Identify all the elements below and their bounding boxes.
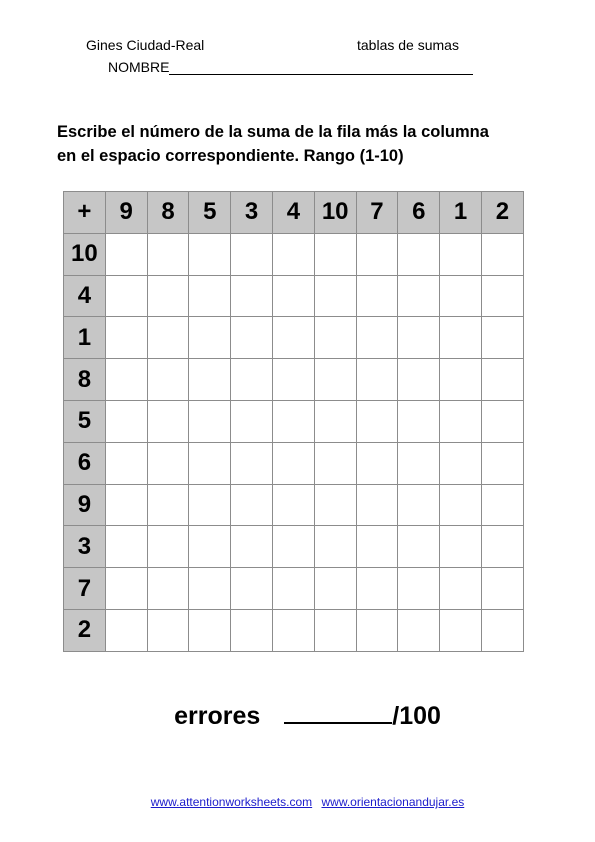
row-header: 5 [64,400,106,442]
answer-cell[interactable] [231,275,273,317]
answer-cell[interactable] [398,568,440,610]
column-header: 7 [356,192,398,234]
answer-cell[interactable] [105,233,147,275]
column-header: 10 [314,192,356,234]
footer-link-attentionworksheets[interactable]: www.attentionworksheets.com [150,795,313,809]
answer-cell[interactable] [272,442,314,484]
answer-cell[interactable] [189,442,231,484]
answer-cell[interactable] [314,359,356,401]
column-header: 9 [105,192,147,234]
table-row [64,233,524,275]
errors-label: errores [174,702,261,730]
answer-cell[interactable] [398,317,440,359]
answer-cell[interactable] [398,609,440,651]
answer-cell[interactable] [147,359,189,401]
table-row [64,317,524,359]
answer-cell[interactable] [147,568,189,610]
answer-cell[interactable] [105,568,147,610]
table-row [64,568,524,610]
answer-cell[interactable] [147,317,189,359]
footer-links [0,795,595,809]
row-header: 1 [64,317,106,359]
answer-cell[interactable] [105,317,147,359]
answer-cell[interactable] [440,484,482,526]
answer-cell[interactable] [440,317,482,359]
answer-cell[interactable] [440,526,482,568]
answer-cell[interactable] [147,526,189,568]
answer-cell[interactable] [272,359,314,401]
column-header: 2 [481,192,523,234]
answer-cell[interactable] [398,484,440,526]
answer-cell[interactable] [398,442,440,484]
row-header: 7 [64,568,106,610]
answer-cell[interactable] [189,400,231,442]
answer-cell[interactable] [272,568,314,610]
answer-cell[interactable] [147,400,189,442]
answer-cell[interactable] [272,275,314,317]
answer-cell[interactable] [231,233,273,275]
answer-cell[interactable] [105,526,147,568]
answer-cell[interactable] [398,526,440,568]
row-header: 8 [64,359,106,401]
instructions-line-1: Escribe el número de la suma de la fila más la columna [57,123,489,141]
answer-cell[interactable] [147,233,189,275]
answer-cell[interactable] [356,317,398,359]
table-row [64,275,524,317]
corner-plus-cell: + [64,192,106,234]
name-label: NOMBRE [108,59,170,75]
answer-cell[interactable] [398,359,440,401]
answer-cell[interactable] [481,526,523,568]
answer-cell[interactable] [356,359,398,401]
answer-cell[interactable] [189,526,231,568]
table-header-row [64,192,524,234]
answer-cell[interactable] [314,568,356,610]
answer-cell[interactable] [231,526,273,568]
answer-cell[interactable] [189,275,231,317]
answer-cell[interactable] [147,484,189,526]
answer-cell[interactable] [481,484,523,526]
table-row [64,484,524,526]
answer-cell[interactable] [314,442,356,484]
answer-cell[interactable] [481,400,523,442]
column-header: 6 [398,192,440,234]
answer-cell[interactable] [105,359,147,401]
answer-cell[interactable] [272,233,314,275]
answer-cell[interactable] [356,484,398,526]
answer-cell[interactable] [314,275,356,317]
answer-cell[interactable] [356,568,398,610]
row-header: 6 [64,442,106,484]
answer-cell[interactable] [189,359,231,401]
answer-cell[interactable] [481,568,523,610]
answer-cell[interactable] [481,442,523,484]
answer-cell[interactable] [272,484,314,526]
answer-cell[interactable] [440,275,482,317]
row-header: 4 [64,275,106,317]
instructions [57,120,547,168]
answer-cell[interactable] [231,609,273,651]
answer-cell[interactable] [189,484,231,526]
instructions-line-2: en el espacio correspondiente. Rango (1-10) [57,147,404,165]
answer-cell[interactable] [440,568,482,610]
answer-cell[interactable] [231,442,273,484]
worksheet-title: tablas de sumas [357,37,459,53]
score-line [0,698,595,731]
answer-cell[interactable] [440,233,482,275]
answer-cell[interactable] [105,442,147,484]
answer-cell[interactable] [356,233,398,275]
answer-cell[interactable] [147,275,189,317]
name-write-line[interactable] [169,60,473,75]
answer-cell[interactable] [272,609,314,651]
answer-cell[interactable] [314,400,356,442]
answer-cell[interactable] [231,568,273,610]
answer-cell[interactable] [231,400,273,442]
answer-cell[interactable] [231,359,273,401]
answer-cell[interactable] [147,609,189,651]
answer-cell[interactable] [481,317,523,359]
answer-cell[interactable] [314,233,356,275]
answer-cell[interactable] [440,359,482,401]
errors-write-line[interactable] [284,698,392,724]
answer-cell[interactable] [398,233,440,275]
answer-cell[interactable] [356,400,398,442]
answer-cell[interactable] [356,442,398,484]
addition-table [63,191,524,652]
answer-cell[interactable] [356,609,398,651]
column-header: 1 [440,192,482,234]
answer-cell[interactable] [356,526,398,568]
answer-cell[interactable] [189,233,231,275]
answer-cell[interactable] [105,609,147,651]
answer-cell[interactable] [189,317,231,359]
answer-cell[interactable] [398,400,440,442]
table-row [64,400,524,442]
column-header: 5 [189,192,231,234]
answer-cell[interactable] [189,609,231,651]
answer-cell[interactable] [231,484,273,526]
answer-cell[interactable] [481,609,523,651]
answer-cell[interactable] [356,275,398,317]
table-row [64,526,524,568]
answer-cell[interactable] [272,317,314,359]
answer-cell[interactable] [105,275,147,317]
row-header: 3 [64,526,106,568]
errors-total: /100 [392,702,441,730]
answer-cell[interactable] [440,400,482,442]
row-header: 9 [64,484,106,526]
column-header: 8 [147,192,189,234]
author-name: Gines Ciudad-Real [86,37,205,53]
answer-cell[interactable] [481,275,523,317]
row-header: 10 [64,233,106,275]
answer-cell[interactable] [314,526,356,568]
answer-cell[interactable] [272,400,314,442]
table-row [64,359,524,401]
name-field-row [108,59,473,75]
table-row [64,442,524,484]
answer-cell[interactable] [440,609,482,651]
column-header: 4 [272,192,314,234]
footer-link-orientacionandujar[interactable]: www.orientacionandujar.es [321,795,465,809]
answer-cell[interactable] [272,526,314,568]
answer-cell[interactable] [105,484,147,526]
answer-cell[interactable] [314,484,356,526]
table-row [64,609,524,651]
answer-cell[interactable] [440,442,482,484]
answer-cell[interactable] [231,317,273,359]
column-header: 3 [231,192,273,234]
answer-cell[interactable] [314,317,356,359]
row-header: 2 [64,609,106,651]
answer-cell[interactable] [398,275,440,317]
answer-cell[interactable] [105,400,147,442]
answer-cell[interactable] [314,609,356,651]
answer-cell[interactable] [147,442,189,484]
answer-cell[interactable] [481,233,523,275]
answer-cell[interactable] [481,359,523,401]
answer-cell[interactable] [189,568,231,610]
